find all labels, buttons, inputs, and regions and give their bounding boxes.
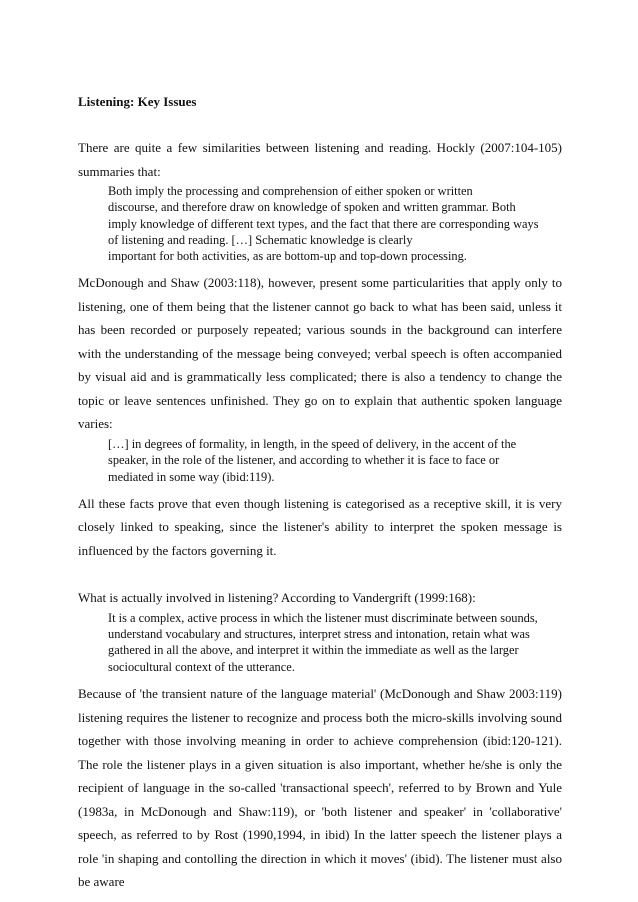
block-quote-hockly: [108, 183, 562, 264]
quote-line: important for both activities, as are bottom-up and top-down processing.: [108, 249, 467, 264]
block-quote-spoken-language: [108, 436, 562, 485]
quote-line: gathered in all the above, and interpret it within the immediate as well as the larger: [108, 643, 519, 658]
quote-line: […] in degrees of formality, in length, in the speed of delivery, in the accent of the: [108, 436, 517, 451]
paragraph-mcdonough: McDonough and Shaw (2003:118), however, present some particularities that apply only to listening, one of them being that the listener cannot go back to what has been said, unless it has been recorded or purposely repeated; various sounds in the background can interfere with the understanding of the message being conveyed; verbal speech is often accompanied by visual aid and is grammatically less complicated; there is also a tendency to change the topic or leave sentences unfinished. They go on to explain that authentic spoken language varies:: [78, 275, 562, 432]
paragraph-vandergrift-intro: What is actually involved in listening? According to Vandergrift (1999:168):: [78, 590, 476, 606]
paragraph-transient-nature: Because of 'the transient nature of the language material' (McDonough and Shaw 2003:119) listening requires the listener to recognize and process both the micro-skills involving sound together with those involving meaning in order to achieve comprehension (ibid:120-121). The role the listener plays in a given situation is also important, whether he/she is only the recipient of language in the so-called 'transactional speech', referred to by Brown and Yule (1983a, in McDonough and Shaw:119), or 'both listener and speaker' in 'collaborative' speech, as referred to by Rost (1990,1994, in ibid) In the latter speech the listener plays a role 'in shaping and contolling the direction in which it moves' (ibid). The listener must also be aware: [78, 686, 562, 890]
quote-line: imply knowledge of different text types, and the fact that there are corresponding ways: [108, 216, 539, 231]
quote-line: discourse, and therefore draw on knowledge of spoken and written grammar. Both: [108, 200, 516, 215]
block-quote-vandergrift: [108, 610, 562, 675]
quote-line: sociocultural context of the utterance.: [108, 659, 295, 674]
section-heading: Listening: Key Issues: [78, 94, 197, 109]
section-spacer: [78, 562, 562, 586]
paragraph-receptive-skill: All these facts prove that even though listening is categorised as a receptive skill, it is very closely linked to speaking, since the listener's ability to interpret the spoken message is influenced by the factors governing it.: [78, 495, 562, 558]
paragraph-intro: There are quite a few similarities between listening and reading. Hockly (2007:104-105) summaries that:: [78, 140, 562, 179]
quote-line: mediated in some way (ibid:119).: [108, 469, 275, 484]
quote-line: Both imply the processing and comprehension of either spoken or written: [108, 184, 473, 198]
quote-line: understand vocabulary and structures, interpret stress and intonation, retain what was: [108, 627, 530, 642]
quote-line: speaker, in the role of the listener, and according to whether it is face to face or: [108, 453, 500, 468]
quote-line: of listening and reading. […] Schematic knowledge is clearly: [108, 232, 413, 247]
quote-line: It is a complex, active process in which the listener must discriminate between sounds,: [108, 610, 538, 625]
document-page: [78, 94, 562, 894]
